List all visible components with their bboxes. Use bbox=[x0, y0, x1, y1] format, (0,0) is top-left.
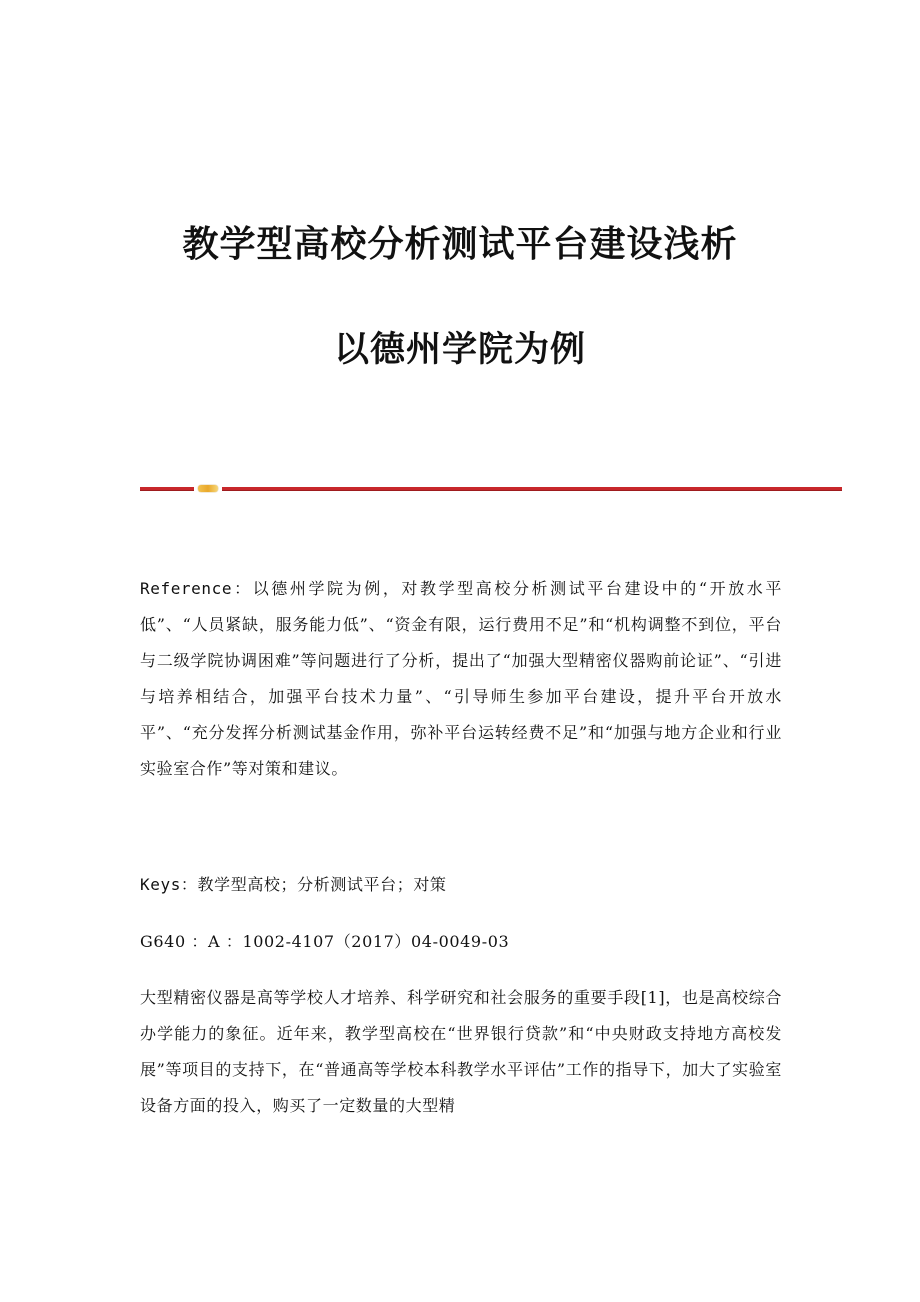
abstract-label: Reference： bbox=[140, 579, 253, 598]
abstract-text: 以德州学院为例，对教学型高校分析测试平台建设中的“开放水平低”、“人员紧缺，服务能力低”、“资金有限，运行费用不足”和“机构调整不到位，平台与二级学院协调困难”等问题进行了分析，提出了“加强大型精密仪器购前论证”、“引进与培养相结合，加强平台技术力量”、“引导师生参加平台建设，提升平台开放水平”、“充分发挥分析测试基金作用，弥补平台运转经费不足”和“加强与地方企业和行业实验室合作”等对策和建议。 bbox=[140, 579, 782, 778]
abstract-paragraph bbox=[140, 571, 782, 787]
intro-paragraph: 大型精密仪器是高等学校人才培养、科学研究和社会服务的重要手段[1]，也是高校综合办学能力的象征。近年来，教学型高校在“世界银行贷款”和“中央财政支持地方高校发展”等项目的支持下，在“普通高等学校本科教学水平评估”工作的指导下，加大了实验室设备方面的投入，购买了一定数量的大型精 bbox=[140, 988, 782, 1115]
divider-bar-left bbox=[140, 487, 194, 491]
title-divider bbox=[140, 485, 842, 493]
classification-code: G640 ：A ：1002-4107（2017）04-0049-03 bbox=[140, 932, 510, 951]
divider-bar-right bbox=[222, 487, 842, 491]
keywords-line bbox=[140, 867, 782, 903]
keywords-label: Keys： bbox=[140, 875, 198, 894]
keywords-text: 教学型高校；分析测试平台；对策 bbox=[197, 875, 447, 894]
divider-ornament-icon bbox=[198, 485, 218, 492]
document-subtitle: 以德州学院为例 bbox=[333, 330, 586, 370]
document-title: 教学型高校分析测试平台建设浅析 bbox=[182, 224, 738, 265]
